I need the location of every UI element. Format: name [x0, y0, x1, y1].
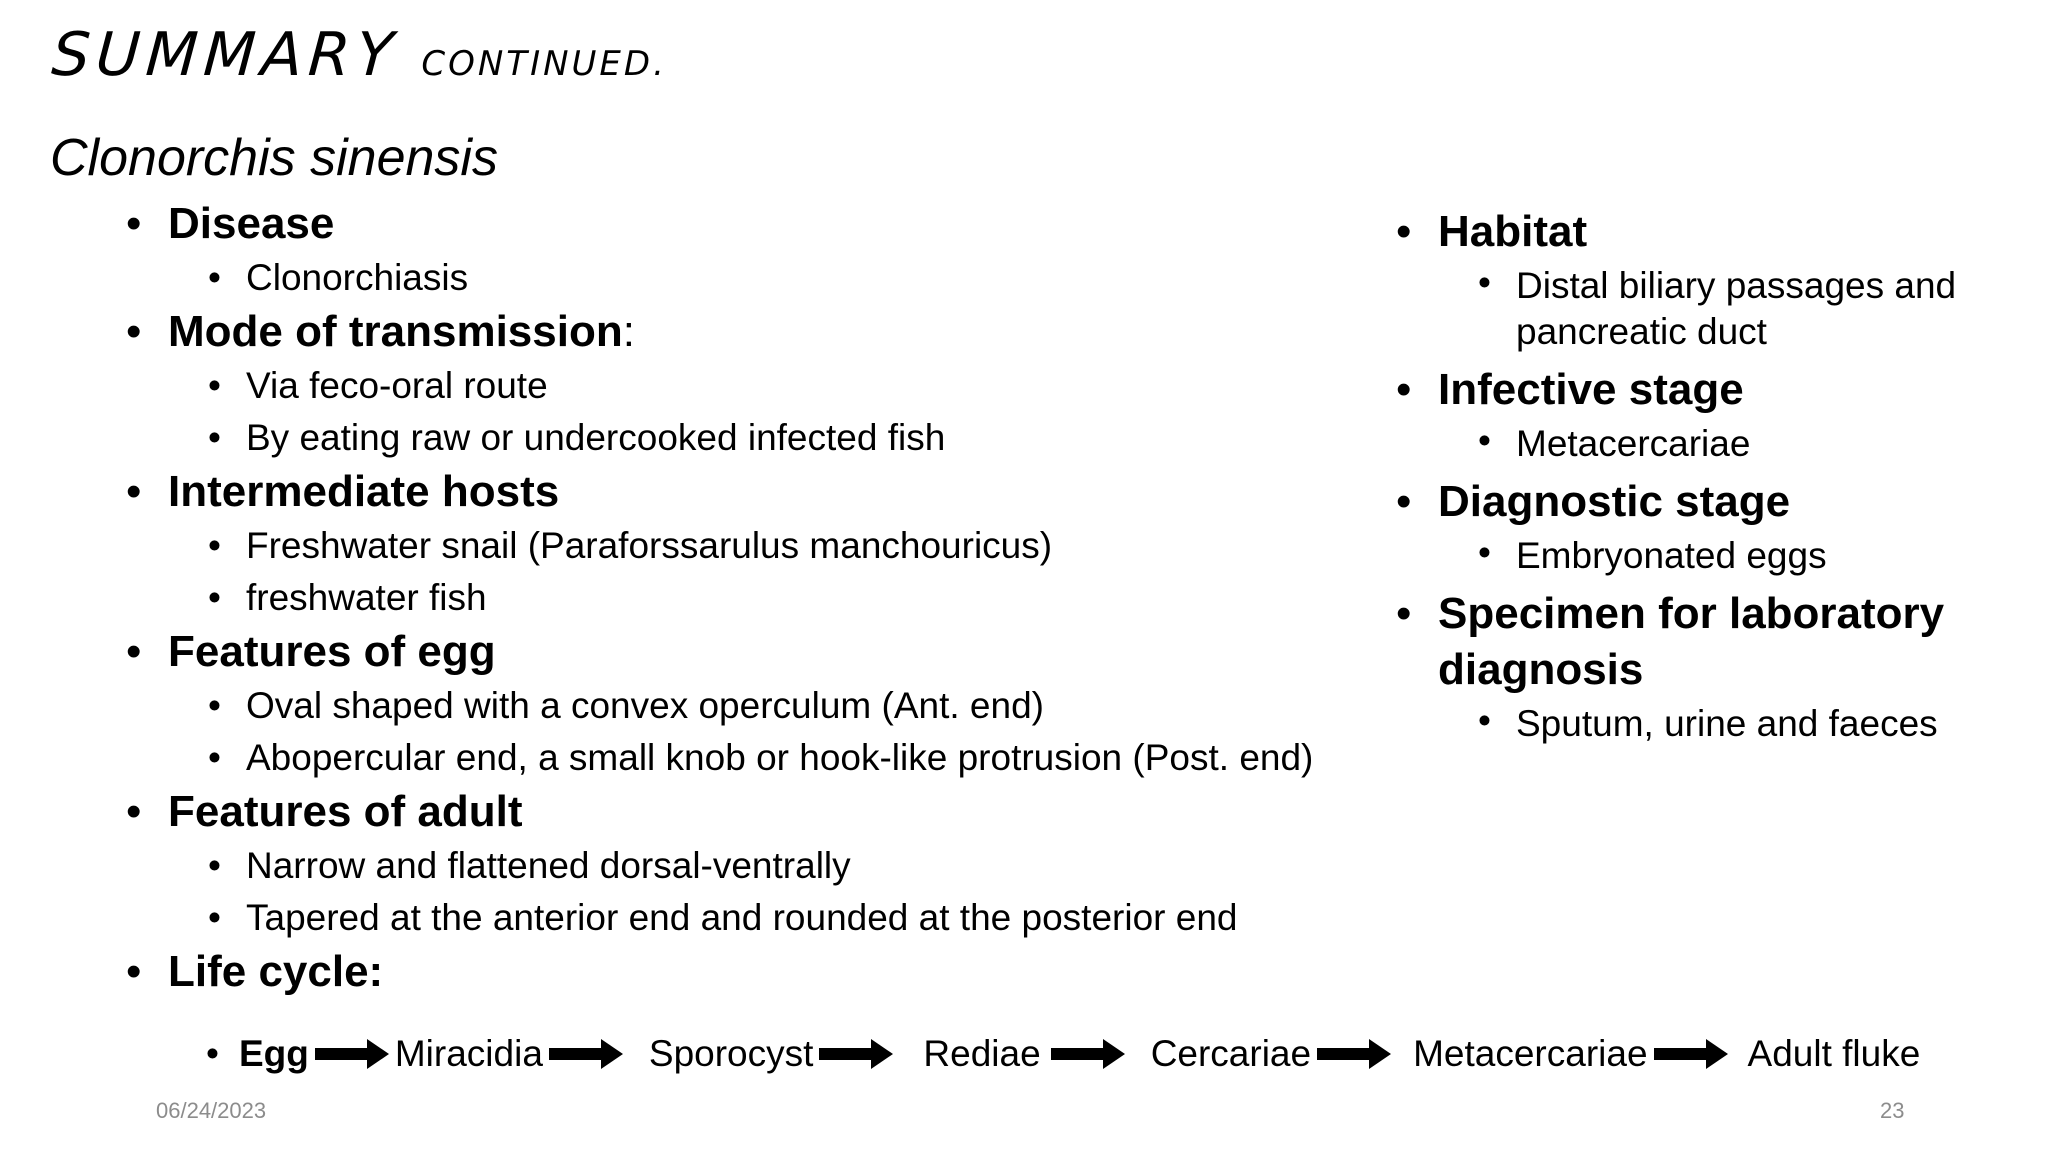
right-arrow-icon: [549, 1037, 623, 1071]
specimen-item: • Sputum, urine and faeces: [1394, 698, 1994, 750]
lifecycle-step: Sporocyst: [648, 1033, 814, 1074]
diagnostic-item: • Embryonated eggs: [1394, 530, 1994, 582]
disease-item: • Clonorchiasis: [124, 252, 1424, 304]
footer-page-number: 23: [1880, 1098, 1905, 1123]
adult-item: • Tapered at the anterior end and rounded at the posterior end: [124, 892, 1424, 944]
lifecycle-bullet-icon: •: [206, 1033, 219, 1074]
right-arrow-icon: [315, 1037, 389, 1071]
lifecycle-step: Egg: [238, 1033, 309, 1074]
lifecycle-step: Miracidia: [394, 1033, 543, 1074]
hosts-item: • freshwater fish: [124, 572, 1424, 624]
infective-heading: • Infective stage: [1394, 362, 1994, 418]
slide-title: [49, 20, 667, 90]
species-subtitle: Clonorchis sinensis: [50, 129, 498, 187]
hosts-item: • Freshwater snail (Paraforssarulus manchouricus): [124, 520, 1424, 572]
egg-item: • Oval shaped with a convex operculum (Ant. end): [124, 680, 1424, 732]
disease-heading: • Disease: [124, 196, 1424, 252]
habitat-item: • Distal biliary passages and pancreatic duct: [1394, 260, 1994, 358]
habitat-heading: • Habitat: [1394, 204, 1994, 260]
egg-heading: • Features of egg: [124, 624, 1424, 680]
transmission-heading-text: Mode of transmission: [168, 307, 623, 356]
left-column: [124, 196, 1424, 1000]
infective-item: • Metacercariae: [1394, 418, 1994, 470]
lifecycle-step: Rediae: [923, 1033, 1041, 1074]
right-arrow-icon: [819, 1037, 893, 1071]
lifecycle-flow: [206, 1028, 1920, 1080]
right-arrow-icon: [1051, 1037, 1125, 1071]
lifecycle-step: Adult fluke: [1747, 1033, 1921, 1074]
specimen-heading: • Specimen for laboratory diagnosis: [1394, 586, 1994, 698]
right-column: [1394, 200, 1994, 750]
right-arrow-icon: [1654, 1037, 1728, 1071]
lifecycle-heading: • Life cycle:: [124, 944, 1424, 1000]
lifecycle-step: Metacercariae: [1413, 1033, 1648, 1074]
right-arrow-icon: [1317, 1037, 1391, 1071]
footer-date: 06/24/2023: [156, 1098, 267, 1123]
transmission-item: • By eating raw or undercooked infected fish: [124, 412, 1424, 464]
egg-item: • Abopercular end, a small knob or hook-like protrusion (Post. end): [124, 732, 1424, 784]
lifecycle-step: Cercariae: [1150, 1033, 1312, 1074]
hosts-heading: • Intermediate hosts: [124, 464, 1424, 520]
transmission-heading: [124, 304, 1424, 360]
diagnostic-heading: • Diagnostic stage: [1394, 474, 1994, 530]
transmission-item: • Via feco-oral route: [124, 360, 1424, 412]
adult-heading: • Features of adult: [124, 784, 1424, 840]
adult-item: • Narrow and flattened dorsal-ventrally: [124, 840, 1424, 892]
title-main: SUMMARY: [49, 20, 402, 90]
transmission-colon: :: [622, 307, 635, 356]
title-sub: CONTINUED.: [421, 44, 667, 84]
